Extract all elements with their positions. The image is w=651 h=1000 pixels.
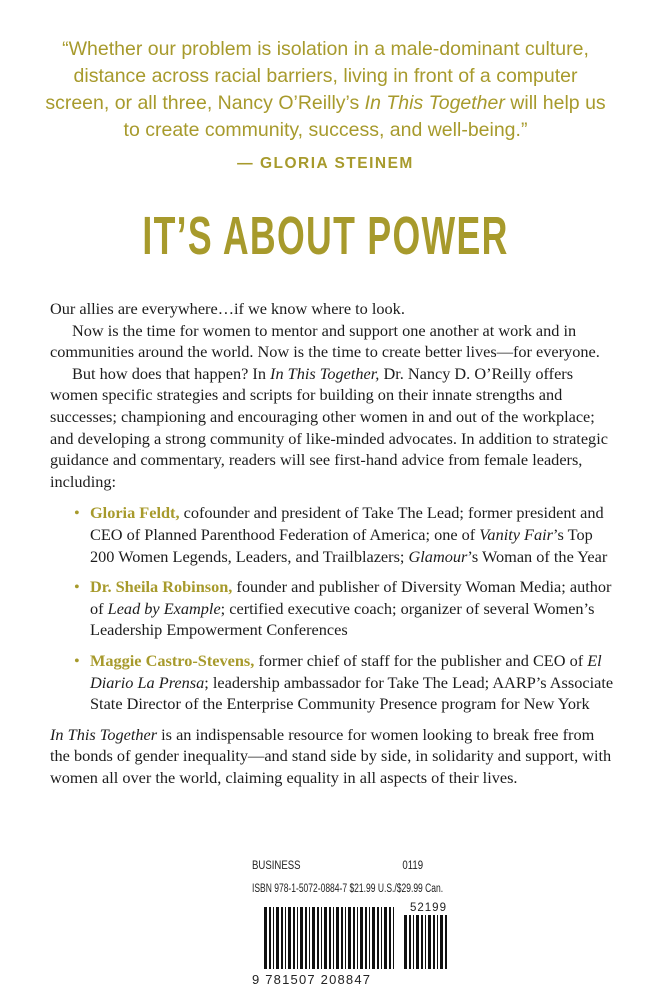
barcode-addon-icon <box>404 915 450 969</box>
barcode-area <box>252 858 482 988</box>
list-item: • Gloria Feldt, cofounder and president of Take The Lead; former president and CEO of Planned Parenthood Federation of America; one of Vanity Fair’s Top 200 Women Legends, Leaders, and Trailblazers; Glamour’s Woman of the Year <box>74 503 608 566</box>
list-item: • Maggie Castro-Stevens, former chief of staff for the publisher and CEO of El Diario La Prensa; leadership ambassador for Take The Lead; AARP’s Associate State Director of the Enterprise Community Presence program for New York <box>74 650 614 714</box>
intro-paragraph-3: But how does that happen? In In This Together, Dr. Nancy D. O’Reilly offers women specific strategies and scripts for building on their innate strengths and successes; championing and encouraging other women in and out of the workplace; and developing a strong community of like-minded advocates. In addition to strategic guidance and commentary, readers will see first-hand advice from female leaders, including: <box>50 363 608 491</box>
addon-number: 52199 <box>410 902 447 914</box>
leader-list <box>50 502 615 714</box>
quote-text: “Whether our problem is isolation in a male-dominant culture, distance across racial barriers, living in front of a computer screen, or all three, Nancy O’Reilly’s In This Together will help us to create community, success, and well-being.” <box>45 38 606 141</box>
headline: IT’S ABOUT POWER <box>142 206 509 266</box>
leader-name: Dr. Sheila Robinson, <box>90 577 233 597</box>
category-code: 0119 <box>402 858 424 872</box>
leader-name: Maggie Castro-Stevens, <box>90 650 255 670</box>
quote-book-title: In This Together <box>364 92 505 114</box>
bullet-icon: • <box>74 577 80 597</box>
list-item: • Dr. Sheila Robinson, founder and publisher of Diversity Woman Media; author of Lead by Example; certified executive coach; organizer of several Women’s Leadership Empowerment Conferences <box>74 577 612 640</box>
isbn-digits: 9 781507 208847 <box>252 972 372 987</box>
category-row <box>252 858 424 872</box>
bullet-icon: • <box>74 503 80 523</box>
intro-paragraph-1: Our allies are everywhere…if we know where to look. <box>50 299 405 318</box>
quote-attribution: — GLORIA STEINEM <box>237 155 414 172</box>
intro-paragraph-2: Now is the time for women to mentor and support one another at work and in communities around the world. Now is the time to create better lives—for everyone. <box>50 320 600 362</box>
description <box>50 298 615 788</box>
closing-paragraph: In This Together is an indispensable resource for women looking to break free from the bonds of gender inequality—and stand side by side, in solidarity and support, with women all over the world, claiming equality in all aspects of their lives. <box>50 724 612 787</box>
category-label: BUSINESS <box>252 858 301 872</box>
leader-name: Gloria Feldt, <box>90 503 180 523</box>
isbn-price-line: ISBN 978-1-5072-0884-7 $21.99 U.S./$29.99 Can. <box>252 883 444 895</box>
barcode-main-icon <box>264 907 396 969</box>
endorsement-quote <box>40 36 611 177</box>
bullet-icon: • <box>74 650 80 670</box>
